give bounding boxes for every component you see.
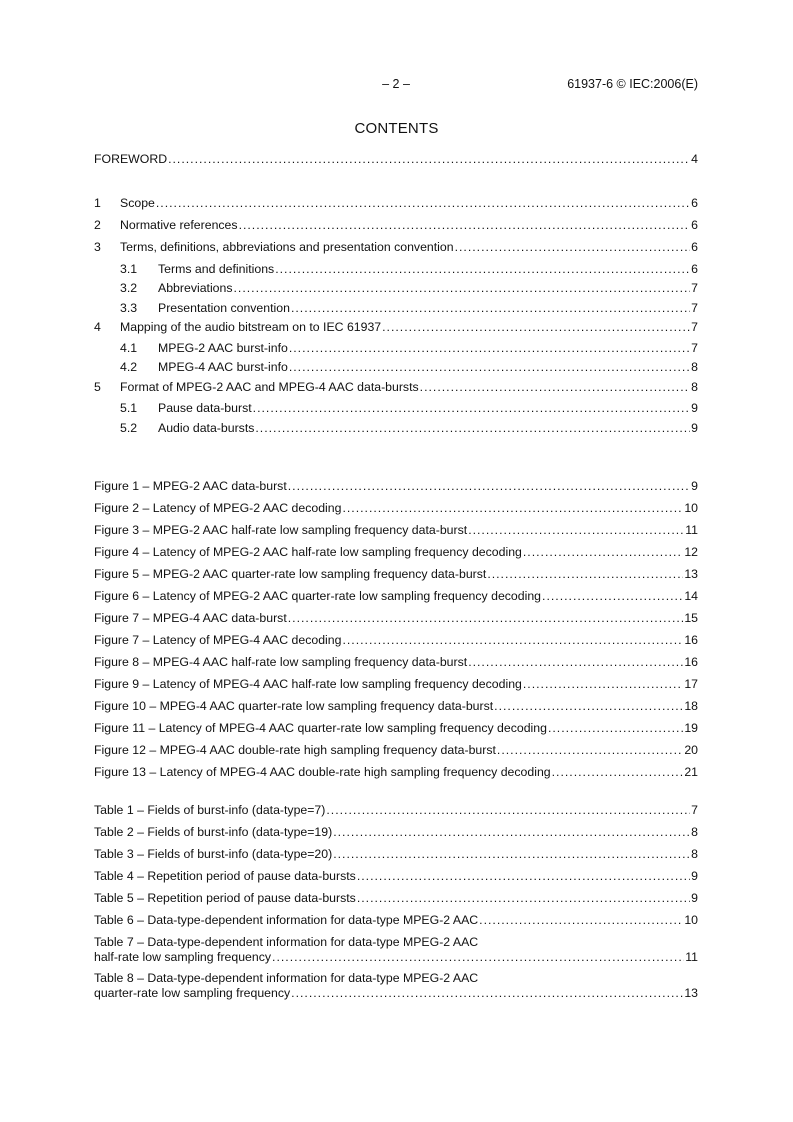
toc-entry-page: 19 xyxy=(684,721,698,735)
toc-entry-page: 7 xyxy=(691,803,698,817)
toc-entry-page: 8 xyxy=(691,825,698,839)
toc-entry-text: Pause data-burst xyxy=(158,401,252,415)
toc-entry-subsection[interactable] xyxy=(94,421,698,436)
toc-entry-text: Figure 9 – Latency of MPEG-4 AAC half-rate low sampling frequency decoding xyxy=(94,677,522,691)
toc-entry-subsection[interactable] xyxy=(94,341,698,356)
leader-dots xyxy=(253,401,691,416)
toc-entry-page: 8 xyxy=(691,847,698,861)
leader-dots xyxy=(494,699,683,714)
toc-entry-page: 18 xyxy=(684,699,698,713)
toc-entry-page: 16 xyxy=(684,655,698,669)
toc-entry-text: Figure 8 – MPEG-4 AAC half-rate low sampling frequency data-burst xyxy=(94,655,468,669)
toc-entry-text: Figure 7 – MPEG-4 AAC data-burst xyxy=(94,611,287,625)
leader-dots xyxy=(289,341,690,356)
toc-entry-text: Table 1 – Fields of burst-info (data-type=7) xyxy=(94,803,326,817)
toc-entry-page: 6 xyxy=(691,262,698,276)
toc-entry-text: Table 3 – Fields of burst-info (data-type=20) xyxy=(94,847,333,861)
toc-entry-page: 9 xyxy=(691,421,698,435)
toc-entry-text: Figure 7 – Latency of MPEG-4 AAC decoding xyxy=(94,633,342,647)
toc-entry-figure[interactable] xyxy=(94,633,698,648)
toc-entry-text: Figure 2 – Latency of MPEG-2 AAC decoding xyxy=(94,501,342,515)
leader-dots xyxy=(272,950,684,965)
toc-entry-table[interactable] xyxy=(94,869,698,884)
toc-entry-section[interactable] xyxy=(94,320,698,335)
toc-entry-text: Table 4 – Repetition period of pause data-bursts xyxy=(94,869,356,883)
toc-entry-text: Figure 13 – Latency of MPEG-4 AAC double-rate high sampling frequency decoding xyxy=(94,765,551,779)
page-number: – 2 – xyxy=(382,77,410,91)
toc-entry-page: 9 xyxy=(691,869,698,883)
leader-dots xyxy=(342,501,683,516)
toc-entry-text-continued: half-rate low sampling frequency xyxy=(94,950,272,964)
toc-entry-section[interactable] xyxy=(94,196,698,211)
toc-entry-text: FOREWORD xyxy=(94,152,168,166)
toc-entry-text: Normative references xyxy=(120,218,238,232)
toc-entry-page: 7 xyxy=(691,281,698,295)
toc-entry-figure[interactable] xyxy=(94,655,698,670)
toc-entry-figure[interactable] xyxy=(94,677,698,692)
toc-entry-text: Table 2 – Fields of burst-info (data-type=19) xyxy=(94,825,333,839)
toc-entry-text: Table 7 – Data-type-dependent information for data-type MPEG-2 AAC xyxy=(94,935,479,949)
toc-entry-page: 13 xyxy=(684,567,698,581)
toc-entry-figure[interactable] xyxy=(94,721,698,736)
toc-entry-text: Mapping of the audio bitstream on to IEC 61937 xyxy=(120,320,382,334)
section-number: 3 xyxy=(94,240,101,254)
toc-entry-text: Format of MPEG-2 AAC and MPEG-4 AAC data-bursts xyxy=(120,380,419,394)
toc-entry-figure[interactable] xyxy=(94,545,698,560)
toc-entry-page: 11 xyxy=(685,950,698,964)
section-number: 3.2 xyxy=(120,281,138,295)
toc-entry-page: 12 xyxy=(684,545,698,559)
section-number: 5.2 xyxy=(120,421,138,435)
toc-entry-foreword[interactable] xyxy=(94,152,698,167)
toc-entry-text: Figure 5 – MPEG-2 AAC quarter-rate low sampling frequency data-burst xyxy=(94,567,487,581)
leader-dots xyxy=(420,380,691,395)
toc-entry-page: 9 xyxy=(691,891,698,905)
toc-entry-subsection[interactable] xyxy=(94,401,698,416)
leader-dots xyxy=(487,567,683,582)
toc-entry-page: 6 xyxy=(691,240,698,254)
section-number: 4.2 xyxy=(120,360,138,374)
toc-entry-text: Abbreviations xyxy=(158,281,233,295)
leader-dots xyxy=(333,847,690,862)
section-number: 5 xyxy=(94,380,101,394)
toc-entry-page: 6 xyxy=(691,218,698,232)
toc-entry-page: 17 xyxy=(684,677,698,691)
leader-dots xyxy=(168,152,690,167)
contents-title: CONTENTS xyxy=(354,120,439,137)
leader-dots xyxy=(552,765,684,780)
toc-entry-figure[interactable] xyxy=(94,743,698,758)
toc-entry-text: Figure 10 – MPEG-4 AAC quarter-rate low sampling frequency data-burst xyxy=(94,699,494,713)
toc-entry-page: 8 xyxy=(691,360,698,374)
toc-entry-table[interactable] xyxy=(94,971,698,1001)
section-number: 5.1 xyxy=(120,401,138,415)
leader-dots xyxy=(275,262,690,277)
toc-entry-page: 7 xyxy=(691,301,698,315)
toc-entry-text: Figure 4 – Latency of MPEG-2 AAC half-rate low sampling frequency decoding xyxy=(94,545,522,559)
toc-entry-text: Table 6 – Data-type-dependent information for data-type MPEG-2 AAC xyxy=(94,913,479,927)
toc-entry-text: Figure 12 – MPEG-4 AAC double-rate high sampling frequency data-burst xyxy=(94,743,496,757)
leader-dots xyxy=(342,633,683,648)
toc-entry-page: 20 xyxy=(684,743,698,757)
toc-entry-page: 7 xyxy=(691,320,698,334)
leader-dots xyxy=(479,913,683,928)
toc-entry-page: 11 xyxy=(685,523,698,537)
toc-entry-figure[interactable] xyxy=(94,523,698,538)
toc-entry-page: 13 xyxy=(684,986,698,1000)
toc-entry-text: Terms, definitions, abbreviations and presentation convention xyxy=(120,240,454,254)
toc-entry-subsection[interactable] xyxy=(94,281,698,296)
leader-dots xyxy=(523,677,683,692)
toc-entry-table[interactable] xyxy=(94,891,698,906)
toc-entry-figure[interactable] xyxy=(94,501,698,516)
leader-dots xyxy=(468,655,683,670)
toc-entry-text: Table 5 – Repetition period of pause data-bursts xyxy=(94,891,356,905)
toc-entry-figure[interactable] xyxy=(94,765,698,780)
leader-dots xyxy=(357,891,690,906)
section-number: 3.3 xyxy=(120,301,138,315)
leader-dots xyxy=(156,196,690,211)
toc-entry-page: 10 xyxy=(684,913,698,927)
toc-entry-page: 9 xyxy=(691,479,698,493)
section-number: 4.1 xyxy=(120,341,138,355)
toc-entry-figure[interactable] xyxy=(94,479,698,494)
leader-dots xyxy=(333,825,690,840)
toc-entry-text: Audio data-bursts xyxy=(158,421,255,435)
leader-dots xyxy=(497,743,683,758)
toc-entry-subsection[interactable] xyxy=(94,360,698,375)
toc-entry-page: 9 xyxy=(691,401,698,415)
toc-entry-page: 6 xyxy=(691,196,698,210)
leader-dots xyxy=(468,523,684,538)
toc-entry-text: Terms and definitions xyxy=(158,262,275,276)
section-number: 1 xyxy=(94,196,101,210)
toc-entry-text: Figure 11 – Latency of MPEG-4 AAC quarter-rate low sampling frequency decoding xyxy=(94,721,547,735)
toc-entry-table[interactable] xyxy=(94,825,698,840)
toc-entry-page: 7 xyxy=(691,341,698,355)
document-id: 61937-6 © IEC:2006(E) xyxy=(567,77,698,91)
toc-entry-table[interactable] xyxy=(94,803,698,818)
section-number: 2 xyxy=(94,218,101,232)
toc-entry-page: 16 xyxy=(684,633,698,647)
toc-entry-page: 4 xyxy=(691,152,698,166)
toc-entry-section[interactable] xyxy=(94,240,698,255)
toc-entry-text: Figure 3 – MPEG-2 AAC half-rate low sampling frequency data-burst xyxy=(94,523,468,537)
toc-entry-figure[interactable] xyxy=(94,611,698,626)
leader-dots xyxy=(382,320,690,335)
toc-entry-table[interactable] xyxy=(94,935,698,965)
leader-dots xyxy=(542,589,683,604)
toc-entry-text: Table 8 – Data-type-dependent information for data-type MPEG-2 AAC xyxy=(94,971,479,985)
toc-entry-text: MPEG-2 AAC burst-info xyxy=(158,341,288,355)
leader-dots xyxy=(288,611,684,626)
toc-entry-figure[interactable] xyxy=(94,589,698,604)
toc-entry-text: Figure 1 – MPEG-2 AAC data-burst xyxy=(94,479,287,493)
toc-entry-section[interactable] xyxy=(94,218,698,233)
toc-entry-text: MPEG-4 AAC burst-info xyxy=(158,360,288,374)
toc-entry-text: Scope xyxy=(120,196,155,210)
toc-entry-table[interactable] xyxy=(94,847,698,862)
leader-dots xyxy=(523,545,683,560)
toc-entry-text: Figure 6 – Latency of MPEG-2 AAC quarter-rate low sampling frequency decoding xyxy=(94,589,542,603)
toc-entry-page: 10 xyxy=(684,501,698,515)
toc-entry-text: Presentation convention xyxy=(158,301,290,315)
leader-dots xyxy=(291,301,690,316)
section-number: 3.1 xyxy=(120,262,138,276)
leader-dots xyxy=(234,281,691,296)
leader-dots xyxy=(291,986,683,1001)
leader-dots xyxy=(548,721,683,736)
leader-dots xyxy=(255,421,690,436)
toc-entry-subsection[interactable] xyxy=(94,262,698,277)
toc-entry-page: 14 xyxy=(684,589,698,603)
leader-dots xyxy=(239,218,691,233)
toc-entry-table[interactable] xyxy=(94,913,698,928)
toc-entry-text-continued: quarter-rate low sampling frequency xyxy=(94,986,291,1000)
toc-entry-figure[interactable] xyxy=(94,699,698,714)
toc-entry-subsection[interactable] xyxy=(94,301,698,316)
section-number: 4 xyxy=(94,320,101,334)
toc-entry-page: 8 xyxy=(691,380,698,394)
page-header xyxy=(94,77,698,93)
leader-dots xyxy=(289,360,690,375)
leader-dots xyxy=(357,869,690,884)
leader-dots xyxy=(288,479,690,494)
toc-entry-section[interactable] xyxy=(94,380,698,395)
toc-entry-figure[interactable] xyxy=(94,567,698,582)
toc-entry-page: 15 xyxy=(684,611,698,625)
toc-entry-page: 21 xyxy=(684,765,698,779)
leader-dots xyxy=(326,803,690,818)
leader-dots xyxy=(455,240,691,255)
